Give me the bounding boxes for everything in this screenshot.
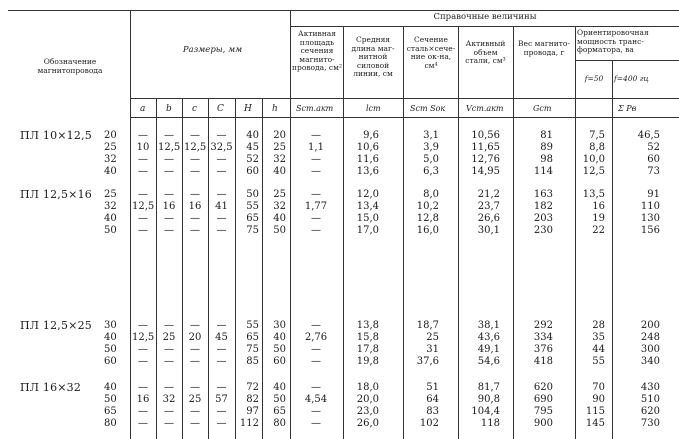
h-cell: 30 [273,320,286,331]
col-volume-title: Активный объем стали, см³ [465,39,506,65]
V-cell: 26,6 [477,213,500,224]
S-dash: — [311,382,321,393]
SS-cell: 5,0 [423,154,439,165]
S-dash: — [311,213,321,224]
V-cell: 54,6 [477,356,500,367]
P400-cell: 340 [640,356,660,367]
G-cell: 81 [540,130,553,141]
col-length-title: Средняя длина маг-нитной силовой линии, см [351,35,395,78]
H-cell: 85 [246,356,259,367]
vline-P50-P400 [612,60,613,439]
b-dash: — [164,344,174,355]
designation-label: ПЛ 16×32 [20,381,82,394]
P50-cell: 12,5 [582,166,605,177]
P400-cell: 620 [640,406,660,417]
vline-c-C [208,98,209,439]
vline-H-h [262,98,263,439]
col-area-title: Активная площадь сечения магнито-провода, см² [292,29,342,72]
a-dash: — [138,225,148,236]
h-cell: 25 [273,142,286,153]
c-dash: — [190,382,200,393]
H-cell: 55 [246,320,259,331]
SS-cell: 37,6 [416,356,439,367]
P400-cell: 430 [640,382,660,393]
P50-cell: 115 [585,406,605,417]
header-rule [130,98,679,99]
S-dash: — [311,166,321,177]
h-cell: 20 [273,130,286,141]
P400-cell: 73 [647,166,660,177]
V-cell: 81,7 [477,382,500,393]
vline-S-l [343,26,344,439]
S-cell: 1,1 [308,142,324,153]
H-cell: 55 [246,201,259,212]
P50-cell: 22 [592,225,605,236]
c-cell: 25 [188,394,202,405]
f400-label: f=400 гц [614,74,649,83]
h-cell: 50 [273,394,286,405]
H-cell: 112 [239,418,259,429]
S-cell: 2,76 [304,332,328,343]
a-dash: — [138,154,148,165]
h-cell: 25 [273,189,286,200]
h-cell: 50 [273,225,286,236]
first-dim-cell: 25 [104,189,117,200]
h-cell: 60 [273,356,286,367]
l-cell: 20,0 [356,394,379,405]
l-cell: 18,0 [356,382,379,393]
C-cell: 32,5 [210,142,233,153]
V-cell: 49,1 [477,344,500,355]
sym-SS: Sст Sок [410,104,446,113]
P50-cell: 145 [585,418,605,429]
c-cell: 16 [188,201,202,212]
b-dash: — [164,189,174,200]
a-dash: — [138,382,148,393]
l-cell: 9,6 [363,130,379,141]
SS-cell: 3,9 [423,142,439,153]
S-dash: — [311,320,321,331]
b-dash: — [164,213,174,224]
G-cell: 114 [533,166,553,177]
c-dash: — [190,166,200,177]
a-dash: — [138,320,148,331]
C-cell: 45 [215,332,228,343]
C-dash: — [216,418,227,429]
V-cell: 38,1 [477,320,500,331]
C-cell: 57 [215,394,228,405]
SS-cell: 12,8 [416,213,439,224]
G-cell: 292 [533,320,553,331]
b-dash: — [164,225,174,236]
ref-title-rule [290,26,679,27]
V-cell: 90,8 [477,394,500,405]
C-dash: — [216,189,227,200]
P50-cell: 35 [592,332,605,343]
b-dash: — [164,418,174,429]
P400-cell: 110 [640,201,660,212]
a-dash: — [138,130,148,141]
sym-V: Vст.акт [466,104,504,113]
l-cell: 13,6 [356,166,379,177]
H-cell: 40 [246,130,259,141]
vline-V-G [513,26,514,439]
first-dim-cell: 50 [104,344,117,355]
H-cell: 75 [246,344,259,355]
G-cell: 203 [533,213,553,224]
h-cell: 80 [273,418,286,429]
a-dash: — [138,189,148,200]
V-cell: 10,56 [471,130,500,141]
freq-rule [575,60,679,61]
P400-cell: 510 [640,394,660,405]
G-cell: 418 [533,356,553,367]
S-dash: — [311,418,321,429]
c-dash: — [190,213,200,224]
V-cell: 12,76 [471,154,500,165]
S-dash: — [311,344,321,355]
first-dim-cell: 40 [104,382,117,393]
S-dash: — [311,356,321,367]
G-cell: 620 [533,382,553,393]
C-cell: 41 [215,201,228,212]
SS-cell: 16,0 [416,225,439,236]
sym-S: Sст.акт [296,104,334,113]
col-section-title: Сечение сталь×сече-ние ок-на, см⁴ [406,35,456,70]
h-cell: 32 [273,154,286,165]
a-cell: 16 [136,394,150,405]
G-cell: 690 [533,394,553,405]
sym-P: Σ Pв [618,104,637,113]
l-cell: 23,0 [356,406,379,417]
H-cell: 72 [246,382,259,393]
P50-cell: 16 [592,201,605,212]
G-cell: 182 [533,201,553,212]
f50-label: f=50 [584,74,604,83]
C-dash: — [216,344,227,355]
c-dash: — [190,225,200,236]
S-dash: — [311,225,321,236]
h-cell: 40 [273,332,286,343]
a-dash: — [138,344,148,355]
l-cell: 17,0 [356,225,379,236]
l-cell: 15,8 [356,332,379,343]
c-dash: — [190,154,200,165]
l-cell: 15,0 [356,213,379,224]
P400-cell: 248 [640,332,660,343]
first-dim-cell: 32 [104,154,117,165]
SS-cell: 6,3 [423,166,439,177]
h-cell: 50 [273,344,286,355]
l-cell: 11,6 [356,154,379,165]
top-rule [8,10,679,11]
P50-cell: 55 [592,356,605,367]
b-dash: — [164,382,174,393]
H-cell: 50 [246,189,259,200]
first-dim-cell: 65 [104,406,117,417]
P50-cell: 7,5 [589,130,605,141]
C-dash: — [216,225,227,236]
a-dash: — [138,418,148,429]
SS-cell: 25 [426,332,439,343]
G-cell: 230 [533,225,553,236]
P400-cell: 156 [640,225,660,236]
vline-G-P [575,26,576,439]
S-dash: — [311,154,321,165]
C-dash: — [216,382,227,393]
sym-b: b [166,104,172,114]
G-cell: 334 [533,332,553,343]
a-dash: — [138,356,148,367]
C-dash: — [216,356,227,367]
l-cell: 19,8 [356,356,379,367]
P400-cell: 730 [640,418,660,429]
P400-cell: 130 [640,213,660,224]
c-dash: — [190,406,200,417]
C-dash: — [216,130,227,141]
l-cell: 13,4 [356,201,379,212]
G-cell: 163 [533,189,553,200]
designation-label: ПЛ 10×12,5 [20,129,92,142]
a-dash: — [138,213,148,224]
b-cell: 16 [162,201,176,212]
P50-cell: 19 [592,213,605,224]
sym-H: H [244,104,252,114]
a-cell: 10 [136,142,150,153]
first-dim-cell: 40 [104,332,117,343]
first-dim-cell: 20 [104,130,117,141]
P400-cell: 200 [640,320,660,331]
b-dash: — [164,356,174,367]
first-dim-cell: 60 [104,356,117,367]
G-cell: 900 [533,418,553,429]
h-cell: 40 [273,382,286,393]
sym-C: C [217,104,224,114]
c-dash: — [190,189,200,200]
SS-cell: 31 [426,344,439,355]
b-dash: — [164,320,174,331]
vline-C-H [235,98,236,439]
vline-SS-V [458,26,459,439]
first-dim-cell: 30 [104,320,117,331]
col-power-title: Ориентировочная мощность транс-форматора, ва [577,28,649,54]
V-cell: 23,7 [477,201,500,212]
C-dash: — [216,154,227,165]
V-cell: 14,95 [471,166,500,177]
vline-designation [130,10,131,439]
designation-label: ПЛ 12,5×25 [20,319,92,332]
C-dash: — [216,406,227,417]
S-cell: 1,77 [304,201,328,212]
c-dash: — [190,356,200,367]
sym-l: lст [366,104,381,113]
P50-cell: 8,8 [589,142,605,153]
SS-cell: 3,1 [423,130,439,141]
l-cell: 12,0 [356,189,379,200]
vline-b-c [182,98,183,439]
b-cell: 25 [162,332,176,343]
S-dash: — [311,130,321,141]
C-dash: — [216,213,227,224]
G-cell: 89 [540,142,553,153]
designation-label: ПЛ 12,5×16 [20,188,92,201]
dims-title: Размеры, мм [182,45,243,55]
H-cell: 82 [246,394,259,405]
c-dash: — [190,320,200,331]
designation-title: Обозначение магнитопровода [37,57,103,75]
P400-cell: 91 [647,189,660,200]
H-cell: 65 [246,213,259,224]
first-dim-cell: 25 [104,142,117,153]
h-cell: 65 [273,406,286,417]
V-cell: 43,6 [477,332,500,343]
first-dim-cell: 50 [104,225,117,236]
first-dim-cell: 40 [104,213,117,224]
first-dim-cell: 80 [104,418,117,429]
a-cell: 12,5 [132,201,155,212]
ref-title: Справочные величины [433,12,537,22]
SS-cell: 10,2 [416,201,439,212]
a-dash: — [138,406,148,417]
sym-h: h [272,104,278,114]
a-dash: — [138,166,148,177]
SS-cell: 102 [419,418,439,429]
SS-cell: 18,7 [416,320,439,331]
b-dash: — [164,154,174,165]
V-cell: 118 [480,418,500,429]
h-cell: 40 [273,166,286,177]
G-cell: 98 [540,154,553,165]
H-cell: 45 [246,142,259,153]
c-cell: 12,5 [184,142,207,153]
P400-cell: 60 [647,154,660,165]
H-cell: 97 [246,406,259,417]
S-dash: — [311,189,321,200]
l-cell: 26,0 [356,418,379,429]
col-weight-title: Вес магнито-провода, г [518,39,570,57]
vline-a-b [156,98,157,439]
P400-cell: 300 [640,344,660,355]
c-dash: — [190,344,200,355]
H-cell: 75 [246,225,259,236]
first-dim-cell: 50 [104,394,117,405]
c-dash: — [190,418,200,429]
b-dash: — [164,166,174,177]
sym-a: a [140,104,146,114]
H-cell: 65 [246,332,259,343]
b-cell: 12,5 [158,142,181,153]
C-dash: — [216,166,227,177]
P50-cell: 44 [592,344,605,355]
G-cell: 376 [533,344,553,355]
SS-cell: 8,0 [423,189,439,200]
P400-cell: 46,5 [637,130,660,141]
b-dash: — [164,130,174,141]
sym-c: c [192,104,198,114]
a-cell: 12,5 [132,332,155,343]
H-cell: 60 [246,166,259,177]
b-cell: 32 [162,394,176,405]
S-dash: — [311,406,321,417]
P50-cell: 70 [592,382,605,393]
SS-cell: 51 [426,382,439,393]
P400-cell: 52 [647,142,660,153]
c-dash: — [190,130,200,141]
C-dash: — [216,320,227,331]
symbol-rule [130,117,679,118]
P50-cell: 90 [592,394,605,405]
P50-cell: 28 [592,320,605,331]
sym-G: Gст [533,104,552,113]
V-cell: 11,65 [471,142,500,153]
l-cell: 10,6 [356,142,379,153]
l-cell: 17,8 [356,344,379,355]
V-cell: 30,1 [477,225,500,236]
vline-dims-ref [290,10,291,439]
h-cell: 40 [273,213,286,224]
c-cell: 20 [188,332,202,343]
vline-l-SS [403,26,404,439]
first-dim-cell: 40 [104,166,117,177]
V-cell: 104,4 [471,406,500,417]
V-cell: 21,2 [477,189,500,200]
h-cell: 32 [273,201,286,212]
H-cell: 52 [246,154,259,165]
P50-cell: 10,0 [582,154,605,165]
SS-cell: 83 [426,406,439,417]
l-cell: 13,8 [356,320,379,331]
b-dash: — [164,406,174,417]
P50-cell: 13,5 [582,189,605,200]
G-cell: 795 [533,406,553,417]
S-cell: 4,54 [304,394,328,405]
first-dim-cell: 32 [104,201,117,212]
SS-cell: 64 [426,394,439,405]
